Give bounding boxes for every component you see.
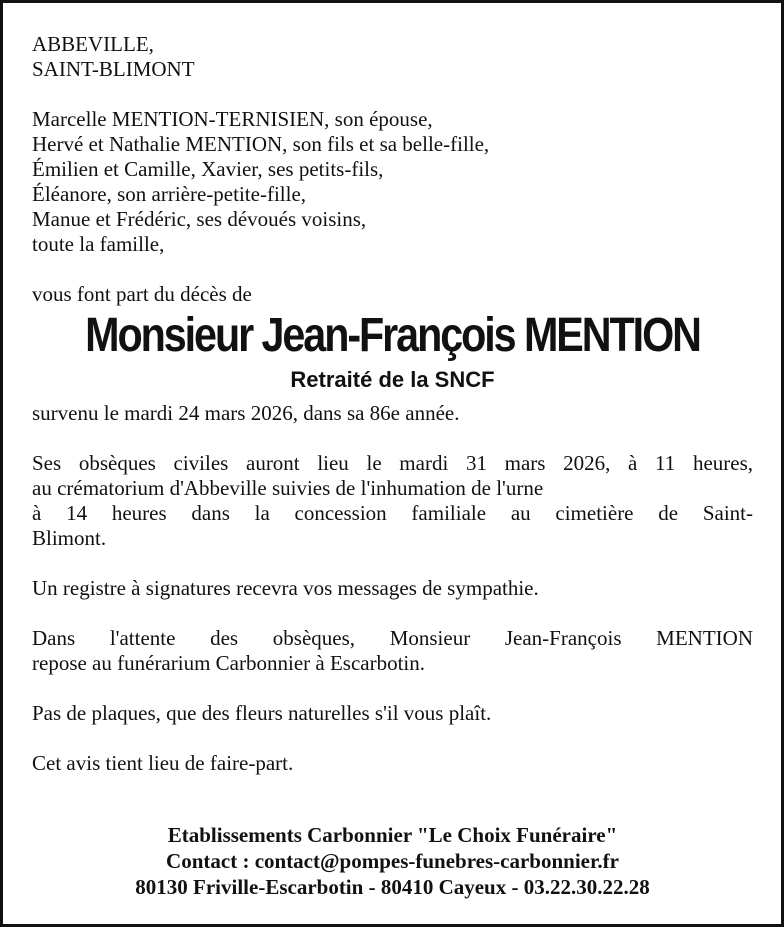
deceased-name: Monsieur Jean-François MENTION (85, 309, 700, 362)
contact-line: Contact : contact@pompes-funebres-carbonnier.fr (166, 849, 619, 873)
rest-line: repose au funérarium Carbonnier à Escarbotin. (32, 651, 426, 675)
funeral-home-footer (32, 822, 753, 900)
family-list (32, 107, 753, 257)
funeral-line: Blimont. (32, 526, 107, 550)
company-name: Etablissements Carbonnier "Le Choix Funéraire" (167, 823, 618, 847)
rest-details (32, 626, 753, 676)
location-line-2: SAINT-BLIMONT (32, 57, 195, 81)
flowers-text: Pas de plaques, que des fleurs naturelles s'il vous plaît. (32, 701, 492, 725)
death-info: survenu le mardi 24 mars 2026, dans sa 86e année. (32, 401, 460, 425)
family-member: toute la famille, (32, 232, 165, 256)
rest-line: Dans l'attente des obsèques, Monsieur Jean-François MENTION (32, 626, 753, 650)
funeral-line: à 14 heures dans la concession familiale au cimetière de Saint- (32, 501, 753, 525)
notice-body (32, 32, 753, 776)
intro-text: vous font part du décès de (32, 282, 252, 306)
deceased-title: Retraité de la SNCF (290, 367, 495, 392)
funeral-line: Ses obsèques civiles auront lieu le mardi 31 mars 2026, à 11 heures, (32, 451, 753, 475)
family-member: Marcelle MENTION-TERNISIEN, son épouse, (32, 107, 433, 131)
family-member: Éléanore, son arrière-petite-fille, (32, 182, 307, 206)
address-line: 80130 Friville-Escarbotin - 80410 Cayeux - 03.22.30.22.28 (135, 875, 650, 899)
notice-text: Cet avis tient lieu de faire-part. (32, 751, 294, 775)
location-line-1: ABBEVILLE, (32, 32, 154, 56)
funeral-details (32, 451, 753, 551)
family-member: Hervé et Nathalie MENTION, son fils et sa belle-fille, (32, 132, 490, 156)
funeral-line: au crématorium d'Abbeville suivies de l'inhumation de l'urne (32, 476, 544, 500)
registry-text: Un registre à signatures recevra vos messages de sympathie. (32, 576, 539, 600)
family-member: Manue et Frédéric, ses dévoués voisins, (32, 207, 367, 231)
family-member: Émilien et Camille, Xavier, ses petits-fils, (32, 157, 384, 181)
